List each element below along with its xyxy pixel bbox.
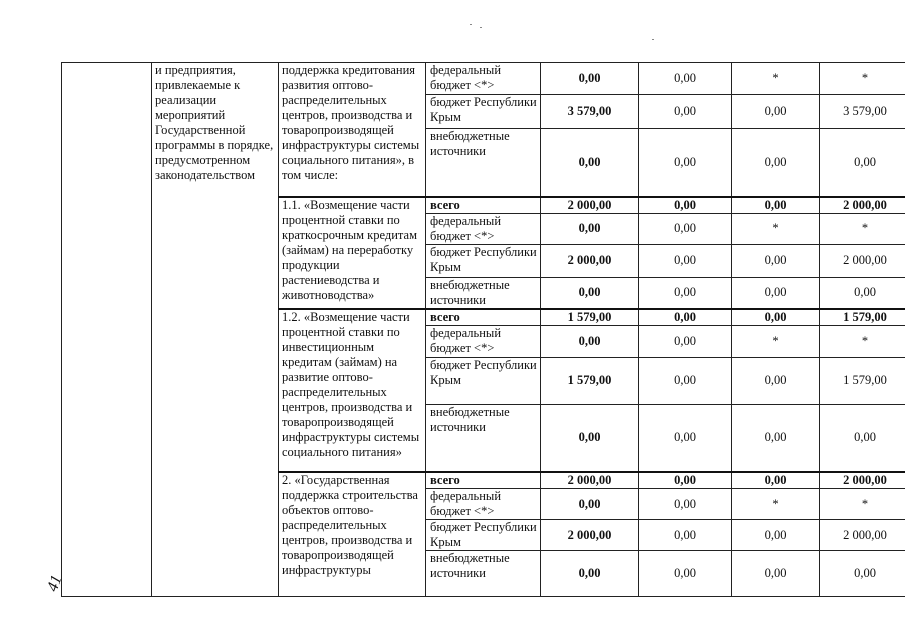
amount-cell: * (820, 325, 905, 357)
amount-cell: 0,00 (732, 309, 820, 326)
amount-cell: * (820, 489, 905, 520)
amount-cell: 0,00 (639, 520, 732, 551)
funding-source-cell: всего (426, 309, 541, 326)
amount-cell: 0,00 (639, 357, 732, 404)
amount-cell: * (732, 63, 820, 95)
amount-cell: 2 000,00 (541, 520, 639, 551)
funding-source-cell: бюджет Республики Крым (426, 95, 541, 129)
funding-source-cell: бюджет Республики Крым (426, 357, 541, 404)
amount-cell: 0,00 (732, 197, 820, 214)
blank-column-cell (62, 63, 152, 597)
amount-cell: * (820, 213, 905, 244)
amount-cell: * (732, 489, 820, 520)
amount-cell: * (732, 325, 820, 357)
amount-cell: 0,00 (639, 63, 732, 95)
amount-cell: 1 579,00 (820, 309, 905, 326)
funding-source-cell: внебюджетные источники (426, 277, 541, 309)
amount-cell: 0,00 (639, 404, 732, 472)
amount-cell: 0,00 (541, 404, 639, 472)
amount-cell: 2 000,00 (820, 197, 905, 214)
amount-cell: 0,00 (820, 551, 905, 597)
amount-cell: 2 000,00 (541, 244, 639, 277)
measure-title-cell: 1.2. «Возмещение части процентной ставки по инвестиционным кредитам (займам) на развитие оптово-распределительных центров, производства и товаропроизводящей инфраструктуры системы социального питания» (279, 309, 426, 473)
table-row (62, 63, 905, 95)
amount-cell: 0,00 (541, 213, 639, 244)
amount-cell: 0,00 (732, 244, 820, 277)
amount-cell: 0,00 (732, 95, 820, 129)
amount-cell: 0,00 (541, 129, 639, 197)
amount-cell: 0,00 (820, 404, 905, 472)
amount-cell: * (820, 63, 905, 95)
amount-cell: 0,00 (732, 404, 820, 472)
measure-title-cell: 2. «Государственная поддержка строительства объектов оптово-распределительных центров, производства и товаропроизводящей инфраструктуры (279, 472, 426, 597)
amount-cell: 3 579,00 (820, 95, 905, 129)
amount-cell: 0,00 (541, 551, 639, 597)
scan-speck (480, 27, 482, 28)
amount-cell: 2 000,00 (541, 197, 639, 214)
executor-cell: и предприятия, привлекаемые к реализации мероприятий Государственной программы в порядке, предусмотренном законодательством (152, 63, 279, 597)
measure-title-cell: 1.1. «Возмещение части процентной ставки по краткосрочным кредитам (займам) на переработку продукции растениеводства и животноводства» (279, 197, 426, 309)
funding-source-cell: внебюджетные источники (426, 551, 541, 597)
amount-cell: 0,00 (639, 95, 732, 129)
amount-cell: 0,00 (639, 213, 732, 244)
amount-cell: 0,00 (541, 63, 639, 95)
funding-source-cell: федеральный бюджет <*> (426, 325, 541, 357)
amount-cell: 3 579,00 (541, 95, 639, 129)
amount-cell: 0,00 (639, 277, 732, 309)
amount-cell: 2 000,00 (820, 244, 905, 277)
amount-cell: 0,00 (639, 472, 732, 489)
amount-cell: 0,00 (820, 277, 905, 309)
amount-cell: 2 000,00 (820, 472, 905, 489)
amount-cell: 0,00 (639, 309, 732, 326)
amount-cell: * (732, 213, 820, 244)
amount-cell: 0,00 (541, 489, 639, 520)
amount-cell: 1 579,00 (541, 309, 639, 326)
scan-speck (652, 39, 654, 40)
funding-source-cell: федеральный бюджет <*> (426, 489, 541, 520)
funding-source-cell: всего (426, 472, 541, 489)
scan-speck (470, 24, 472, 25)
measure-title-cell: поддержка кредитования развития оптово-распределительных центров, производства и товаропроизводящей инфраструктуры системы социального питания», в том числе: (279, 63, 426, 197)
amount-cell: 1 579,00 (820, 357, 905, 404)
amount-cell: 0,00 (732, 520, 820, 551)
amount-cell: 0,00 (639, 197, 732, 214)
amount-cell: 0,00 (639, 129, 732, 197)
amount-cell: 0,00 (820, 129, 905, 197)
page-number: 41 (44, 572, 66, 594)
funding-source-cell: бюджет Республики Крым (426, 244, 541, 277)
amount-cell: 0,00 (639, 325, 732, 357)
funding-source-cell: бюджет Республики Крым (426, 520, 541, 551)
amount-cell: 0,00 (732, 472, 820, 489)
amount-cell: 0,00 (732, 277, 820, 309)
funding-source-cell: внебюджетные источники (426, 404, 541, 472)
amount-cell: 1 579,00 (541, 357, 639, 404)
amount-cell: 2 000,00 (820, 520, 905, 551)
amount-cell: 0,00 (541, 325, 639, 357)
amount-cell: 0,00 (639, 489, 732, 520)
funding-source-cell: федеральный бюджет <*> (426, 213, 541, 244)
amount-cell: 0,00 (541, 277, 639, 309)
budget-table (61, 62, 905, 597)
amount-cell: 0,00 (639, 551, 732, 597)
funding-source-cell: внебюджетные источники (426, 129, 541, 197)
funding-source-cell: федеральный бюджет <*> (426, 63, 541, 95)
amount-cell: 0,00 (732, 357, 820, 404)
amount-cell: 0,00 (732, 551, 820, 597)
amount-cell: 0,00 (732, 129, 820, 197)
funding-source-cell: всего (426, 197, 541, 214)
amount-cell: 2 000,00 (541, 472, 639, 489)
amount-cell: 0,00 (639, 244, 732, 277)
